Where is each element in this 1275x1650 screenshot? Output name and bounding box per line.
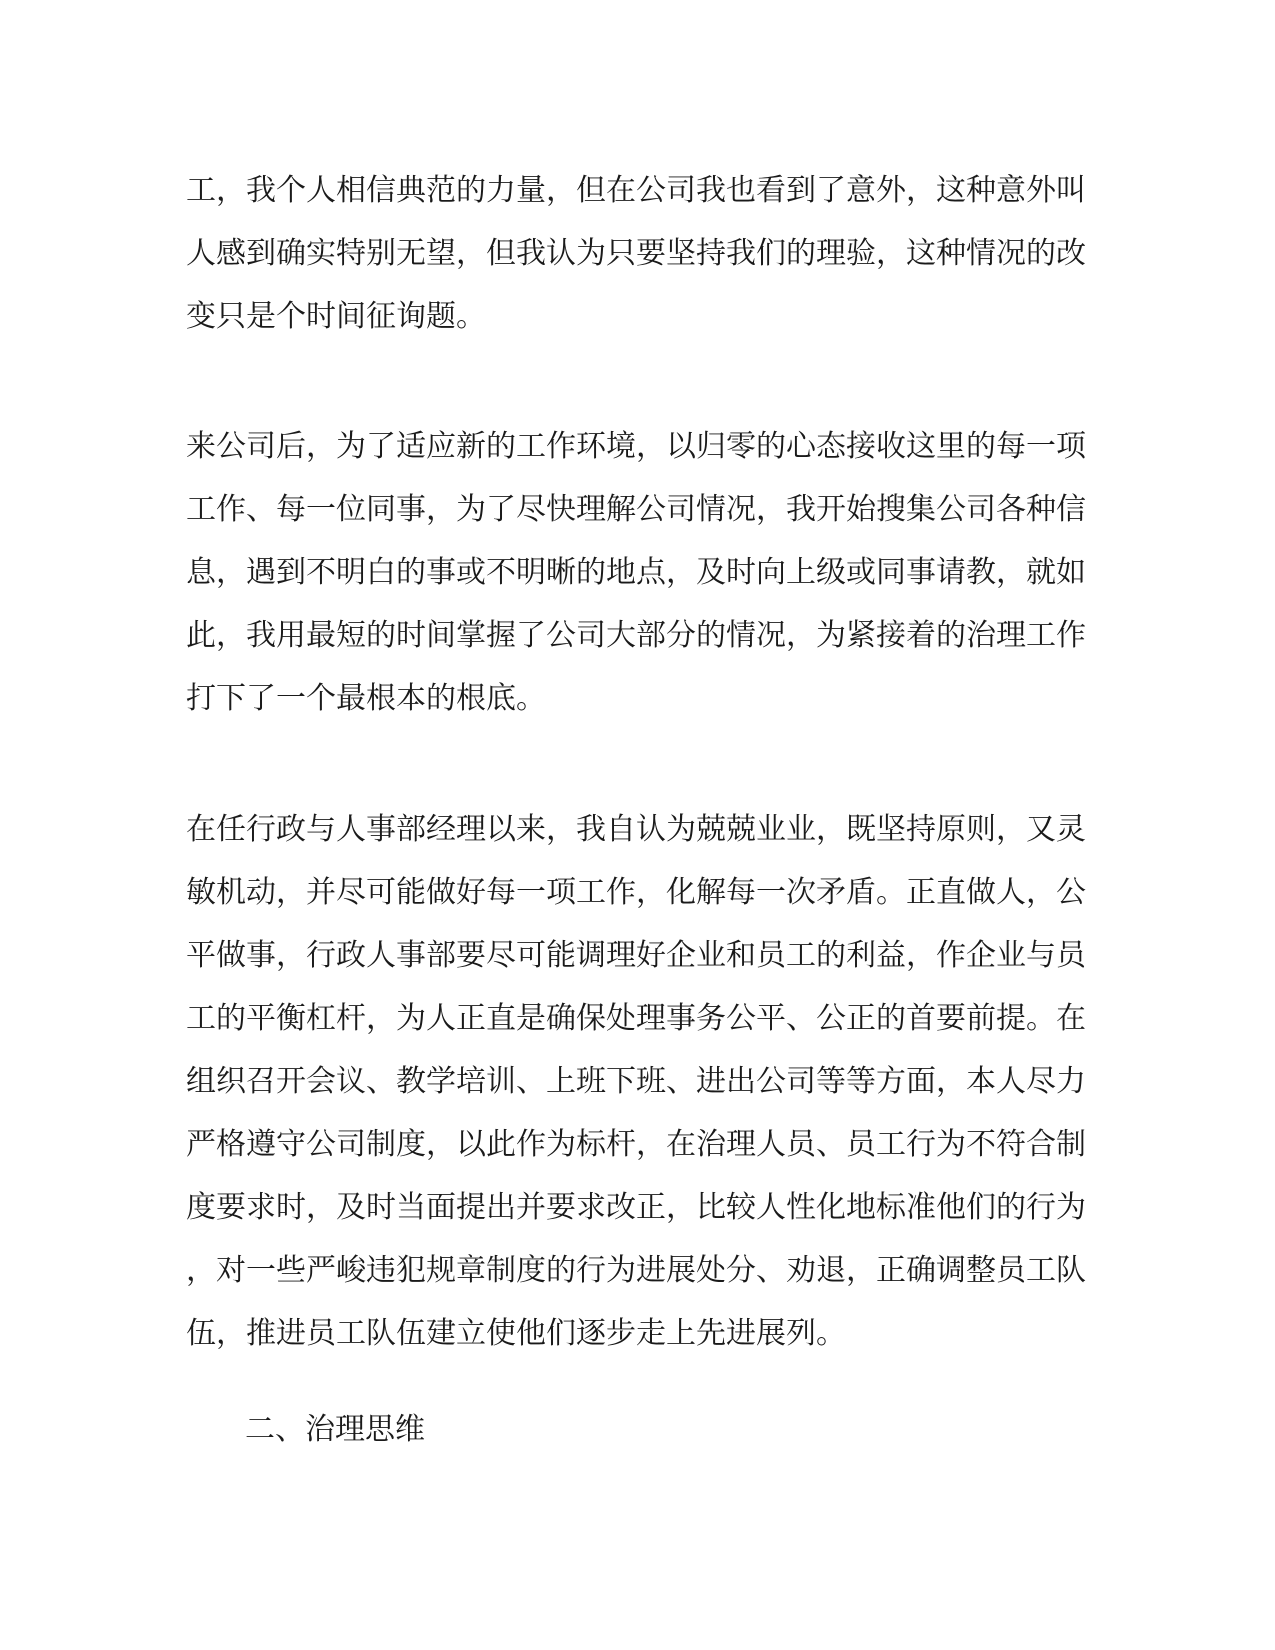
paragraph-line: 严格遵守公司制度，以此作为标杆，在治理人员、员工行为不符合制 bbox=[186, 1127, 1086, 1162]
paragraph-line: 工，我个人相信典范的力量，但在公司我也看到了意外，这种意外叫 bbox=[186, 173, 1086, 208]
paragraph-line: 打下了一个最根本的根底。 bbox=[186, 681, 546, 716]
paragraph-line: 组织召开会议、教学培训、上班下班、进出公司等等方面，本人尽力 bbox=[186, 1064, 1086, 1099]
paragraph-line: 此，我用最短的时间掌握了公司大部分的情况，为紧接着的治理工作 bbox=[186, 618, 1086, 653]
paragraph-line: 息，遇到不明白的事或不明晰的地点，及时向上级或同事请教，就如 bbox=[186, 555, 1086, 590]
paragraph-3 bbox=[186, 798, 1086, 1365]
paragraph-line: 平做事，行政人事部要尽可能调理好企业和员工的利益，作企业与员 bbox=[186, 938, 1086, 973]
paragraph-line: 人感到确实特别无望，但我认为只要坚持我们的理验，这种情况的改 bbox=[186, 236, 1086, 271]
section-heading: 二、治理思维 bbox=[245, 1412, 425, 1447]
paragraph-line: 在任行政与人事部经理以来，我自认为兢兢业业，既坚持原则，又灵 bbox=[186, 812, 1086, 847]
paragraph-line: 敏机动，并尽可能做好每一项工作，化解每一次矛盾。正直做人，公 bbox=[186, 875, 1086, 910]
paragraph-line: 工作、每一位同事，为了尽快理解公司情况，我开始搜集公司各种信 bbox=[186, 492, 1086, 527]
paragraph-line: 来公司后，为了适应新的工作环境，以归零的心态接收这里的每一项 bbox=[186, 429, 1086, 464]
paragraph-1 bbox=[186, 159, 1086, 348]
paragraph-line: 度要求时，及时当面提出并要求改正，比较人性化地标准他们的行为 bbox=[186, 1190, 1086, 1225]
paragraph-line: 工的平衡杠杆，为人正直是确保处理事务公平、公正的首要前提。在 bbox=[186, 1001, 1086, 1036]
paragraph-2 bbox=[186, 415, 1086, 730]
paragraph-line: 变只是个时间征询题。 bbox=[186, 299, 486, 334]
paragraph-line: ，对一些严峻违犯规章制度的行为进展处分、劝退，正确调整员工队 bbox=[186, 1253, 1086, 1288]
paragraph-line: 伍，推进员工队伍建立使他们逐步走上先进展列。 bbox=[186, 1316, 846, 1351]
